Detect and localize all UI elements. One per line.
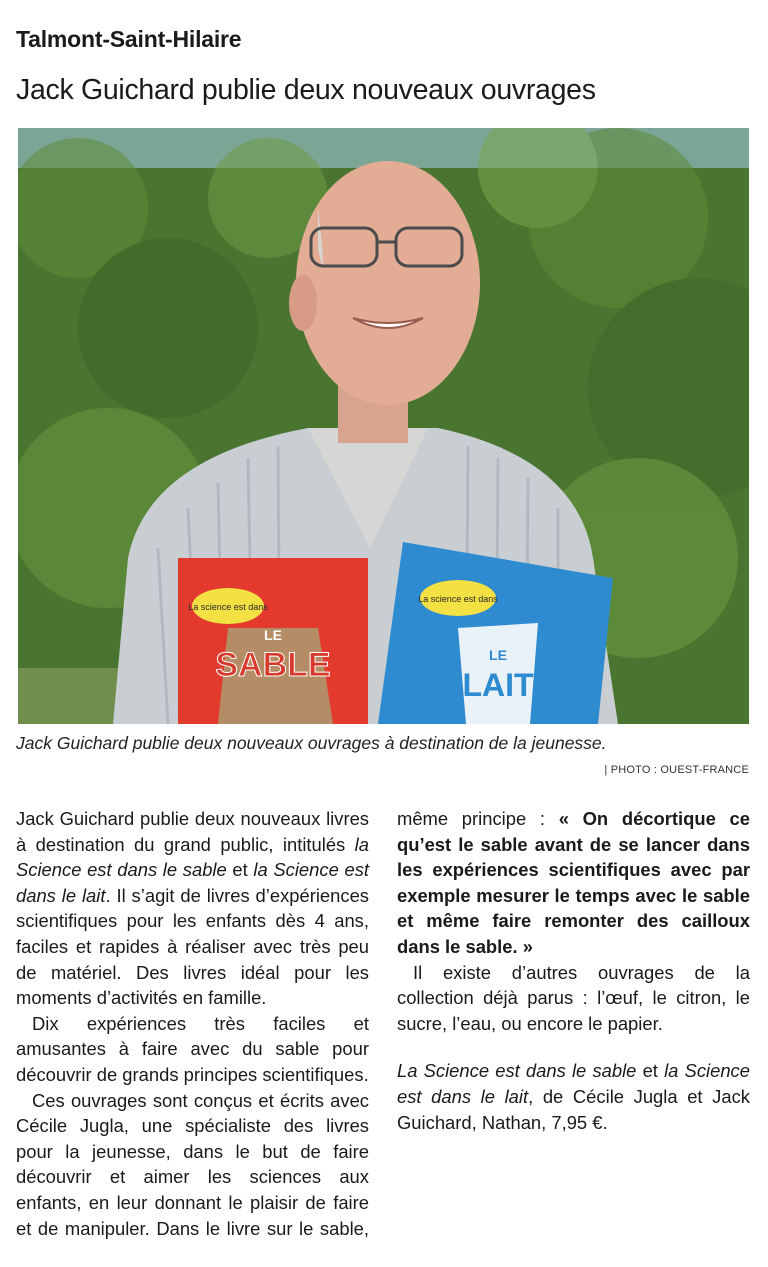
book-reference-p5-b: et <box>636 1060 665 1082</box>
paragraph-4: Il existe d’autres ouvrages de la collection déjà parus : l’œuf, le citron, le sucre, l’eau, ou encore le papier. <box>397 961 750 1034</box>
face <box>296 161 480 405</box>
lait-word-top: LE <box>489 647 507 663</box>
p1-text-a: Jack Guichard publie deux nouveaux livres à destination du grand public, intitulés <box>16 808 369 855</box>
photo-illustration <box>18 128 749 724</box>
p1-title-sable: la Science est dans le sable <box>16 833 369 881</box>
article-headline: Jack Guichard publie deux nouveaux ouvrages <box>16 74 596 106</box>
paragraph-2: Dix expériences très faciles et amusantes à faire avec du sable pour découvrir de grands principes scientifiques. <box>16 1012 369 1085</box>
p3-text: Ces ouvrages sont conçus et écrits avec Cécile Jugla, une spécialiste des livres pour la jeunesse, dans le but de faire découvrir et aimer les sciences aux enfants, en leur donnant le plaisir de faire et de manipuler. Dans le livre sur le sable, même principe : <box>16 808 559 1239</box>
article-body <box>16 806 750 1246</box>
column-left <box>16 806 750 1246</box>
book-sable <box>178 558 368 724</box>
sable-word-top: LE <box>264 627 282 643</box>
sable-word-main: SABLE <box>215 646 331 684</box>
p1-text-c: et <box>226 859 254 881</box>
p3-quote: « On décortique ce qu’est le sable avant de se lancer dans les expériences scientifiques avec par exemple mesurer le temps avec le sable et même faire remonter des cailloux dans le sable. » <box>397 808 750 957</box>
book-reference <box>397 1058 750 1135</box>
left-ear <box>289 275 317 331</box>
photo-credit: | PHOTO : OUEST-FRANCE <box>604 764 749 776</box>
badge-lait-text: La science est dans <box>418 594 498 604</box>
p1-text-e: . Il s’agit de livres d’expériences scientifiques pour les enfants dès 4 ans, faciles et rapides à réaliser avec très peu de matériel. Des livres idéal pour les moments d’activités en famille. <box>16 884 370 1009</box>
paragraph-1 <box>16 806 369 1011</box>
location-heading: Talmont-Saint-Hilaire <box>16 26 242 52</box>
book-reference-p5-a: La Science est dans le sable <box>397 1060 637 1082</box>
book-reference-p5-c: la Science est dans le lait <box>397 1060 750 1107</box>
article-photo <box>18 128 749 724</box>
photo-caption: Jack Guichard publie deux nouveaux ouvrages à destination de la jeunesse. <box>16 733 607 753</box>
book-reference-p5-d: , de Cécile Jugla et Jack Guichard, Nathan, 7,95 €. <box>397 1085 750 1133</box>
badge-sable-text: La science est dans <box>188 602 268 612</box>
p1-title-lait: la Science est dans le lait <box>16 859 369 906</box>
lait-word-main: LAIT <box>462 667 534 703</box>
